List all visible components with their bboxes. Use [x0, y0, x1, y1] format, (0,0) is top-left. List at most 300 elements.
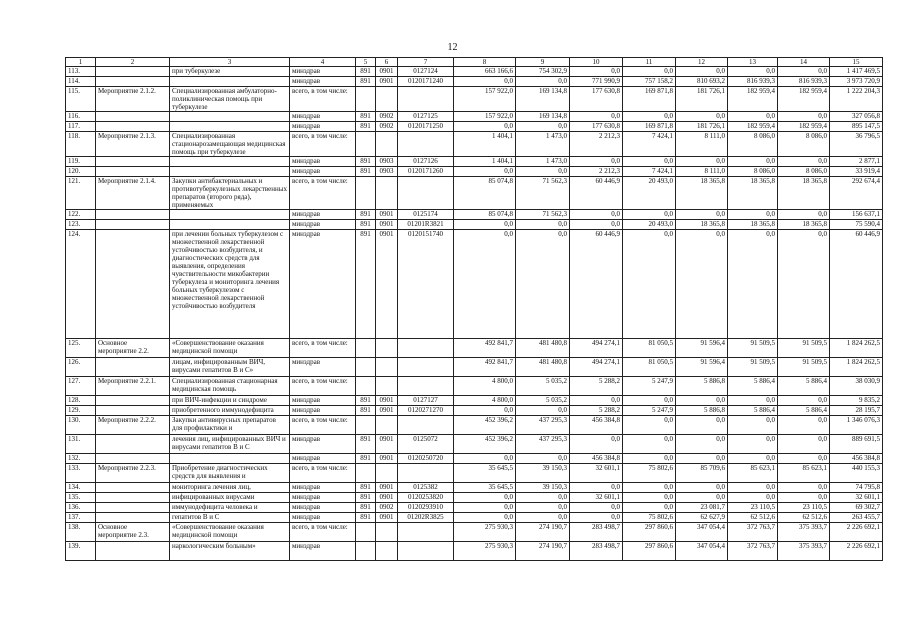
amount-cell: 1 473,0 — [516, 132, 570, 157]
column-number-cell: 14 — [778, 58, 830, 67]
table-row — [66, 435, 883, 454]
target-article-cell — [398, 87, 454, 112]
target-article-cell: 0127126 — [398, 157, 454, 167]
section-code-cell — [376, 87, 398, 112]
description-cell: при лечении больных туберкулезом с множественной лекарственной устойчивостью возбудителя, и диагностических средств для выявления, определения чувствительности микобактерии туберкулеза и мониторинга лечения больных туберкулезом с множественной лекарственной устойчивостью возбудителя — [170, 230, 290, 339]
column-number-cell: 11 — [623, 58, 676, 67]
amount-cell: 0,0 — [623, 67, 676, 77]
amount-cell: 71 562,3 — [516, 177, 570, 210]
amount-cell: 62 512,6 — [778, 513, 830, 523]
column-number-cell: 10 — [570, 58, 623, 67]
grbs-code-cell: 891 — [356, 396, 376, 406]
table-row — [66, 157, 883, 167]
amount-cell: 0,0 — [676, 210, 728, 220]
amount-cell: 0,0 — [454, 454, 516, 464]
grbs-code-cell — [356, 358, 376, 377]
amount-cell: 2 212,3 — [570, 132, 623, 157]
table-row — [66, 177, 883, 210]
amount-cell: 494 274,1 — [570, 339, 623, 358]
amount-cell: 375 393,7 — [778, 523, 830, 542]
amount-cell: 7 424,1 — [623, 132, 676, 157]
executor-cell: минздрав — [290, 435, 356, 454]
amount-cell: 0,0 — [728, 483, 778, 493]
row-number-cell: 123. — [66, 220, 96, 230]
measure-cell — [96, 167, 170, 177]
amount-cell: 38 030,9 — [830, 377, 883, 396]
amount-cell: 5 288,2 — [570, 377, 623, 396]
amount-cell: 0,0 — [778, 493, 830, 503]
amount-cell: 452 396,2 — [454, 435, 516, 454]
amount-cell: 0,0 — [623, 157, 676, 167]
amount-cell: 169 871,8 — [623, 122, 676, 132]
amount-cell: 0,0 — [778, 157, 830, 167]
amount-cell: 0,0 — [570, 157, 623, 167]
amount-cell: 0,0 — [454, 230, 516, 339]
amount-cell: 0,0 — [778, 210, 830, 220]
target-article-cell: 0120253820 — [398, 493, 454, 503]
target-article-cell: 0120151740 — [398, 230, 454, 339]
measure-cell — [96, 483, 170, 493]
executor-cell: минздрав — [290, 67, 356, 77]
amount-cell: 0,0 — [728, 454, 778, 464]
amount-cell: 157 922,0 — [454, 112, 516, 122]
target-article-cell: 0127125 — [398, 112, 454, 122]
amount-cell: 0,0 — [623, 483, 676, 493]
row-number-cell: 134. — [66, 483, 96, 493]
amount-cell: 2 226 692,1 — [830, 542, 883, 561]
amount-cell: 85 074,8 — [454, 210, 516, 220]
executor-cell: минздрав — [290, 220, 356, 230]
amount-cell: 5 247,9 — [623, 406, 676, 416]
section-code-cell: 0903 — [376, 167, 398, 177]
amount-cell: 0,0 — [570, 435, 623, 454]
measure-cell — [96, 220, 170, 230]
amount-cell: 263 455,7 — [830, 513, 883, 523]
amount-cell: 0,0 — [516, 406, 570, 416]
column-number-cell: 2 — [96, 58, 170, 67]
amount-cell: 181 726,1 — [676, 122, 728, 132]
amount-cell: 0,0 — [454, 513, 516, 523]
amount-cell: 0,0 — [728, 493, 778, 503]
amount-cell: 9 835,2 — [830, 396, 883, 406]
row-number-cell: 116. — [66, 112, 96, 122]
amount-cell: 1 824 262,5 — [830, 339, 883, 358]
section-code-cell: 0901 — [376, 493, 398, 503]
section-code-cell — [376, 416, 398, 435]
measure-cell: Мероприятие 2.1.3. — [96, 132, 170, 157]
amount-cell: 5 886,8 — [676, 377, 728, 396]
description-cell: мониторинга лечения лиц, — [170, 483, 290, 493]
amount-cell: 274 190,7 — [516, 542, 570, 561]
executor-cell: всего, в том числе: — [290, 416, 356, 435]
amount-cell: 456 384,8 — [570, 416, 623, 435]
executor-cell: минздрав — [290, 358, 356, 377]
description-cell: лицам, инфицированным ВИЧ, вирусами гепатитов В и С» — [170, 358, 290, 377]
amount-cell: 60 446,9 — [570, 230, 623, 339]
grbs-code-cell: 891 — [356, 513, 376, 523]
amount-cell: 0,0 — [516, 167, 570, 177]
section-code-cell — [376, 542, 398, 561]
target-article-cell: 0125382 — [398, 483, 454, 493]
description-cell: инфицированных вирусами — [170, 493, 290, 503]
amount-cell: 816 939,3 — [728, 77, 778, 87]
amount-cell: 494 274,1 — [570, 358, 623, 377]
amount-cell: 85 623,1 — [778, 464, 830, 483]
page-number: 12 — [447, 42, 458, 53]
row-number-cell: 138. — [66, 523, 96, 542]
amount-cell: 0,0 — [778, 454, 830, 464]
amount-cell: 0,0 — [778, 112, 830, 122]
description-cell: Закупки антивирусных препаратов для профилактики и — [170, 416, 290, 435]
measure-cell — [96, 435, 170, 454]
row-number-cell: 136. — [66, 503, 96, 513]
measure-cell — [96, 406, 170, 416]
amount-cell: 156 637,1 — [830, 210, 883, 220]
amount-cell: 810 693,2 — [676, 77, 728, 87]
grbs-code-cell: 891 — [356, 167, 376, 177]
row-number-cell: 125. — [66, 339, 96, 358]
measure-cell — [96, 157, 170, 167]
amount-cell: 18 365,8 — [676, 220, 728, 230]
section-code-cell: 0902 — [376, 122, 398, 132]
measure-cell — [96, 542, 170, 561]
executor-cell: минздрав — [290, 230, 356, 339]
amount-cell: 0,0 — [623, 493, 676, 503]
amount-cell: 283 498,7 — [570, 523, 623, 542]
table-row — [66, 210, 883, 220]
amount-cell: 8 086,0 — [728, 132, 778, 157]
amount-cell: 0,0 — [623, 112, 676, 122]
measure-cell — [96, 493, 170, 503]
target-article-cell — [398, 542, 454, 561]
amount-cell: 456 384,8 — [570, 454, 623, 464]
amount-cell: 5 886,4 — [778, 406, 830, 416]
amount-cell: 456 384,8 — [830, 454, 883, 464]
target-article-cell: 0127127 — [398, 396, 454, 406]
amount-cell: 8 086,0 — [778, 132, 830, 157]
amount-cell: 481 480,8 — [516, 358, 570, 377]
amount-cell: 895 147,5 — [830, 122, 883, 132]
row-number-cell: 128. — [66, 396, 96, 406]
amount-cell: 327 056,8 — [830, 112, 883, 122]
executor-cell: минздрав — [290, 542, 356, 561]
table-row — [66, 122, 883, 132]
description-cell — [170, 167, 290, 177]
amount-cell: 771 990,9 — [570, 77, 623, 87]
amount-cell: 283 498,7 — [570, 542, 623, 561]
target-article-cell: 0120171240 — [398, 77, 454, 87]
target-article-cell — [398, 523, 454, 542]
amount-cell: 0,0 — [778, 416, 830, 435]
amount-cell: 0,0 — [676, 454, 728, 464]
section-code-cell: 0902 — [376, 503, 398, 513]
row-number-cell: 119. — [66, 157, 96, 167]
amount-cell: 8 111,0 — [676, 132, 728, 157]
section-code-cell: 0901 — [376, 210, 398, 220]
amount-cell: 177 630,8 — [570, 122, 623, 132]
description-cell — [170, 210, 290, 220]
table-row — [66, 358, 883, 377]
amount-cell: 0,0 — [676, 230, 728, 339]
column-number-cell: 8 — [454, 58, 516, 67]
column-number-cell: 9 — [516, 58, 570, 67]
amount-cell: 0,0 — [728, 157, 778, 167]
table-row — [66, 464, 883, 483]
measure-cell — [96, 230, 170, 339]
row-number-cell: 130. — [66, 416, 96, 435]
amount-cell: 0,0 — [623, 454, 676, 464]
amount-cell: 297 860,6 — [623, 523, 676, 542]
amount-cell: 0,0 — [454, 77, 516, 87]
measure-cell — [96, 358, 170, 377]
executor-cell: минздрав — [290, 122, 356, 132]
measure-cell — [96, 396, 170, 406]
executor-cell: минздрав — [290, 77, 356, 87]
target-article-cell: 0125072 — [398, 435, 454, 454]
table-row — [66, 339, 883, 358]
table-row — [66, 77, 883, 87]
measure-cell: Мероприятие 2.2.2. — [96, 416, 170, 435]
description-cell — [170, 220, 290, 230]
table-row — [66, 493, 883, 503]
amount-cell: 0,0 — [516, 493, 570, 503]
amount-cell: 5 886,4 — [728, 406, 778, 416]
target-article-cell — [398, 177, 454, 210]
amount-cell: 0,0 — [676, 493, 728, 503]
column-number-cell: 15 — [830, 58, 883, 67]
amount-cell: 5 886,4 — [778, 377, 830, 396]
row-number-cell: 127. — [66, 377, 96, 396]
amount-cell: 81 050,5 — [623, 339, 676, 358]
description-cell: при туберкулезе — [170, 67, 290, 77]
section-code-cell — [376, 339, 398, 358]
section-code-cell — [376, 377, 398, 396]
amount-cell: 0,0 — [516, 122, 570, 132]
measure-cell — [96, 454, 170, 464]
description-cell: приобретенного иммунодефицита — [170, 406, 290, 416]
executor-cell: минздрав — [290, 406, 356, 416]
grbs-code-cell: 891 — [356, 220, 376, 230]
row-number-cell: 114. — [66, 77, 96, 87]
amount-cell: 0,0 — [676, 483, 728, 493]
amount-cell: 0,0 — [623, 416, 676, 435]
row-number-cell: 113. — [66, 67, 96, 77]
row-number-cell: 124. — [66, 230, 96, 339]
amount-cell: 91 596,4 — [676, 339, 728, 358]
amount-cell: 1 404,1 — [454, 157, 516, 167]
amount-cell: 23 110,5 — [778, 503, 830, 513]
amount-cell: 372 763,7 — [728, 542, 778, 561]
executor-cell: минздрав — [290, 112, 356, 122]
section-code-cell: 0901 — [376, 77, 398, 87]
section-code-cell: 0901 — [376, 220, 398, 230]
section-code-cell — [376, 358, 398, 377]
amount-cell: 2 877,1 — [830, 157, 883, 167]
description-cell: «Совершенствование оказания медицинской помощи — [170, 523, 290, 542]
target-article-cell: 0120271270 — [398, 406, 454, 416]
row-number-cell: 131. — [66, 435, 96, 454]
amount-cell: 8 111,0 — [676, 167, 728, 177]
amount-cell: 0,0 — [454, 167, 516, 177]
amount-cell: 1 404,1 — [454, 132, 516, 157]
section-code-cell: 0901 — [376, 483, 398, 493]
description-cell: Специализированная стационарная медицинская помощь — [170, 377, 290, 396]
amount-cell: 5 886,4 — [728, 377, 778, 396]
amount-cell: 157 922,0 — [454, 87, 516, 112]
amount-cell: 62 512,6 — [728, 513, 778, 523]
amount-cell: 18 365,8 — [728, 220, 778, 230]
amount-cell: 18 365,8 — [676, 177, 728, 210]
grbs-code-cell: 891 — [356, 406, 376, 416]
executor-cell: минздрав — [290, 503, 356, 513]
column-number-cell: 6 — [376, 58, 398, 67]
amount-cell: 0,0 — [728, 210, 778, 220]
amount-cell: 32 601,1 — [570, 493, 623, 503]
row-number-cell: 118. — [66, 132, 96, 157]
amount-cell: 1 417 469,5 — [830, 67, 883, 77]
row-number-cell: 132. — [66, 454, 96, 464]
amount-cell: 0,0 — [728, 396, 778, 406]
amount-cell: 0,0 — [676, 157, 728, 167]
budget-table — [65, 57, 883, 561]
amount-cell: 85 709,6 — [676, 464, 728, 483]
amount-cell: 28 195,7 — [830, 406, 883, 416]
executor-cell: всего, в том числе: — [290, 87, 356, 112]
target-article-cell: 0127124 — [398, 67, 454, 77]
amount-cell: 35 645,5 — [454, 464, 516, 483]
column-number-cell: 4 — [290, 58, 356, 67]
amount-cell: 36 796,5 — [830, 132, 883, 157]
amount-cell: 754 302,9 — [516, 67, 570, 77]
amount-cell: 74 795,8 — [830, 483, 883, 493]
amount-cell: 1 824 262,5 — [830, 358, 883, 377]
amount-cell: 4 800,0 — [454, 396, 516, 406]
row-number-cell: 121. — [66, 177, 96, 210]
amount-cell: 0,0 — [676, 67, 728, 77]
description-cell: гепатитов В и С — [170, 513, 290, 523]
amount-cell: 437 295,3 — [516, 435, 570, 454]
amount-cell: 91 509,5 — [778, 358, 830, 377]
target-article-cell: 01201R3821 — [398, 220, 454, 230]
amount-cell: 440 155,3 — [830, 464, 883, 483]
executor-cell: минздрав — [290, 513, 356, 523]
measure-cell: Основное мероприятие 2.2. — [96, 339, 170, 358]
amount-cell: 169 871,8 — [623, 87, 676, 112]
amount-cell: 169 134,8 — [516, 112, 570, 122]
amount-cell: 0,0 — [676, 112, 728, 122]
table-row — [66, 503, 883, 513]
grbs-code-cell: 891 — [356, 112, 376, 122]
amount-cell: 4 800,0 — [454, 377, 516, 396]
grbs-code-cell — [356, 87, 376, 112]
amount-cell: 0,0 — [570, 483, 623, 493]
amount-cell: 0,0 — [454, 220, 516, 230]
amount-cell: 35 645,5 — [454, 483, 516, 493]
executor-cell: минздрав — [290, 493, 356, 503]
amount-cell: 182 959,4 — [778, 122, 830, 132]
amount-cell: 8 086,0 — [728, 167, 778, 177]
measure-cell — [96, 112, 170, 122]
amount-cell: 181 726,1 — [676, 87, 728, 112]
amount-cell: 0,0 — [516, 454, 570, 464]
header-row — [66, 58, 883, 67]
table-row — [66, 523, 883, 542]
amount-cell: 274 190,7 — [516, 523, 570, 542]
measure-cell: Мероприятие 2.2.3. — [96, 464, 170, 483]
amount-cell: 492 841,7 — [454, 358, 516, 377]
amount-cell: 71 562,3 — [516, 210, 570, 220]
target-article-cell — [398, 416, 454, 435]
table-row — [66, 67, 883, 77]
grbs-code-cell — [356, 542, 376, 561]
description-cell: лечения лиц, инфицированных ВИЧ и вирусами гепатитов В и С — [170, 435, 290, 454]
amount-cell: 20 493,0 — [623, 220, 676, 230]
amount-cell: 347 054,4 — [676, 542, 728, 561]
amount-cell: 18 365,8 — [728, 177, 778, 210]
amount-cell: 816 939,3 — [778, 77, 830, 87]
amount-cell: 347 054,4 — [676, 523, 728, 542]
section-code-cell: 0901 — [376, 406, 398, 416]
amount-cell: 0,0 — [676, 435, 728, 454]
executor-cell: минздрав — [290, 454, 356, 464]
section-code-cell: 0903 — [376, 157, 398, 167]
amount-cell: 0,0 — [778, 435, 830, 454]
amount-cell: 20 493,0 — [623, 177, 676, 210]
grbs-code-cell — [356, 177, 376, 210]
measure-cell — [96, 210, 170, 220]
table-row — [66, 87, 883, 112]
amount-cell: 0,0 — [623, 435, 676, 454]
description-cell: Специализированная стационарозамещающая медицинская помощь при туберкулезе — [170, 132, 290, 157]
amount-cell: 60 446,9 — [830, 230, 883, 339]
amount-cell: 23 081,7 — [676, 503, 728, 513]
amount-cell: 23 110,5 — [728, 503, 778, 513]
grbs-code-cell: 891 — [356, 454, 376, 464]
amount-cell: 297 860,6 — [623, 542, 676, 561]
grbs-code-cell — [356, 339, 376, 358]
section-code-cell: 0901 — [376, 435, 398, 454]
measure-cell: Мероприятие 2.1.2. — [96, 87, 170, 112]
executor-cell: всего, в том числе: — [290, 377, 356, 396]
column-number-cell: 12 — [676, 58, 728, 67]
measure-cell — [96, 122, 170, 132]
grbs-code-cell: 891 — [356, 67, 376, 77]
target-article-cell — [398, 358, 454, 377]
grbs-code-cell: 891 — [356, 210, 376, 220]
table-row — [66, 230, 883, 339]
section-code-cell — [376, 132, 398, 157]
amount-cell: 5 247,9 — [623, 377, 676, 396]
amount-cell: 0,0 — [778, 67, 830, 77]
amount-cell: 7 424,1 — [623, 167, 676, 177]
measure-cell: Мероприятие 2.2.1. — [96, 377, 170, 396]
target-article-cell: 0120250720 — [398, 454, 454, 464]
target-article-cell: 01202R3825 — [398, 513, 454, 523]
row-number-cell: 139. — [66, 542, 96, 561]
description-cell: наркологическим больным» — [170, 542, 290, 561]
amount-cell: 91 596,4 — [676, 358, 728, 377]
amount-cell: 91 509,5 — [728, 339, 778, 358]
table-row — [66, 483, 883, 493]
grbs-code-cell — [356, 132, 376, 157]
grbs-code-cell: 891 — [356, 230, 376, 339]
amount-cell: 8 086,0 — [778, 167, 830, 177]
amount-cell: 169 134,8 — [516, 87, 570, 112]
description-cell: Приобретение диагностических средств для выявления и — [170, 464, 290, 483]
column-number-cell: 1 — [66, 58, 96, 67]
description-cell — [170, 112, 290, 122]
column-number-cell: 13 — [728, 58, 778, 67]
